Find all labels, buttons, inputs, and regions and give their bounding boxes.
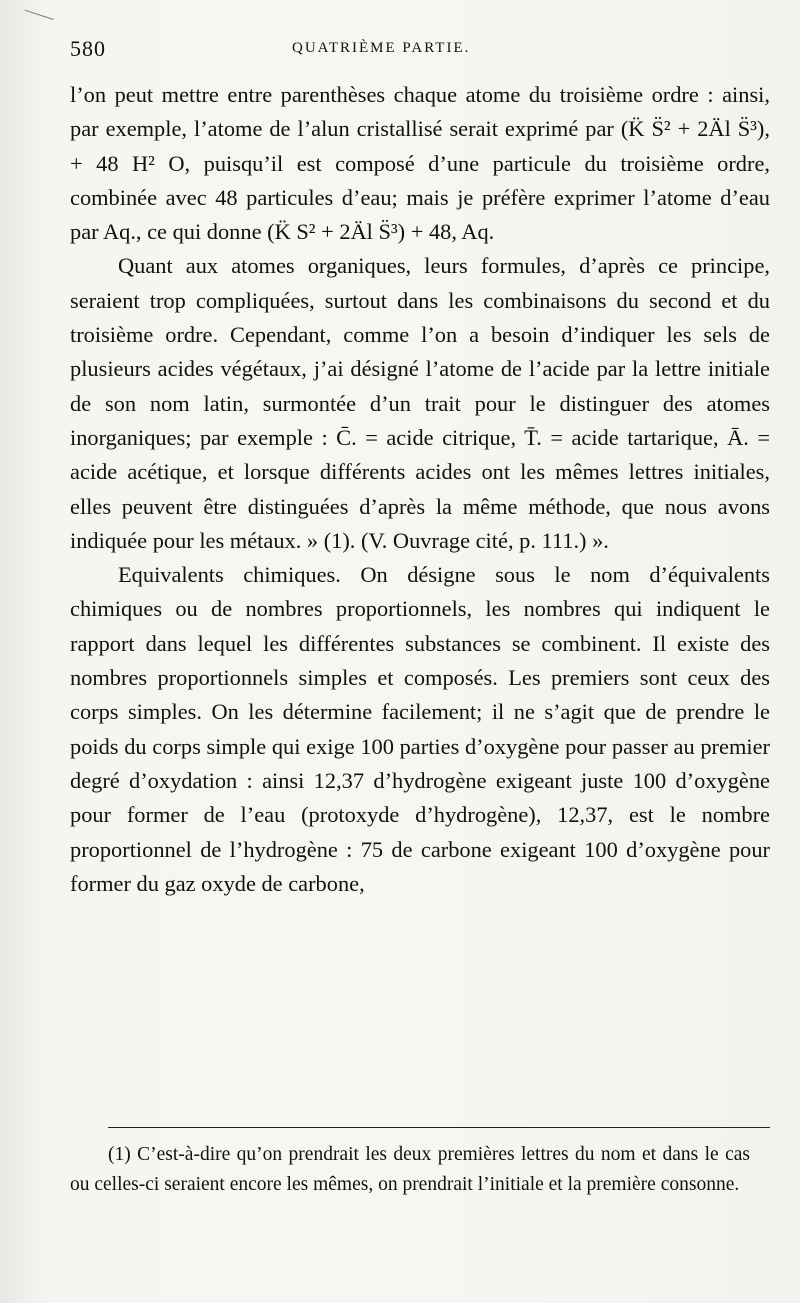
paragraph-chemical-equivalents: Equivalents chimiques. On désigne sous le nom d’équivalents chimiques ou de nombres proportionnels, les nombres qui indiquent le rapport dans lequel les différentes substances se combinent. Il existe des nombres proportionnels simples et composés. Les premiers sont ceux des corps simples. On les détermine facilement; il ne s’agit que de prendre le poids du corps simple qui exige 100 parties d’oxygène pour passer au premier degré d’oxydation : ainsi 12,37 d’hydrogène exigeant juste 100 d’oxygène pour former de l’eau (protoxyde d’hydrogène), 12,37, est le nombre proportionnel de l’hydrogène : 75 de carbone exigeant 100 d’oxygène pour former du gaz oxyde de carbone, [70, 562, 770, 896]
page-number: 580 [70, 36, 106, 61]
footnote-rule [108, 1127, 770, 1128]
page-header [70, 36, 770, 66]
body-text [70, 78, 770, 901]
paragraph-continuation: l’on peut mettre entre parenthèses chaque atome du troisième ordre : ainsi, par exemple, l’atome de l’alun cristallisé serait exprimé par (K̈ S̈² + 2Äl S̈³), + 48 H² O, puisqu’il est composé d’une particule du troisième ordre, combinée avec 48 particules d’eau; mais je préfère exprimer l’atome d’eau par Aq., ce qui donne (K̈ S² + 2Äl S̈³) + 48, Aq. [70, 82, 770, 245]
paragraph-organic-atoms: Quant aux atomes organiques, leurs formules, d’après ce principe, seraient trop compliquées, surtout dans les combinaisons du second et du troisième ordre. Cependant, comme l’on a besoin d’indiquer les sels de plusieurs acides végétaux, j’ai désigné l’atome de l’acide par la lettre initiale de son nom latin, surmontée d’un trait pour le distinguer des atomes inorganiques; par exemple : C̄. = acide citrique, T̄. = acide tartarique, Ā. = acide acétique, et lorsque différents acides ont les mêmes lettres initiales, elles peuvent être distinguées d’après la même méthode, que nous avons indiquée pour les métaux. » (1). (V. Ouvrage cité, p. 111.) ». [70, 253, 770, 553]
footnote-text: (1) C’est-à-dire qu’on prendrait les deux premières lettres du nom et dans le cas ou celles-ci seraient encore les mêmes, on prendrait l’initiale et la première consonne. [70, 1144, 750, 1195]
footnote [70, 1140, 750, 1200]
running-head: QUATRIÈME PARTIE. [292, 40, 471, 56]
page-edge-mark [20, 10, 53, 34]
